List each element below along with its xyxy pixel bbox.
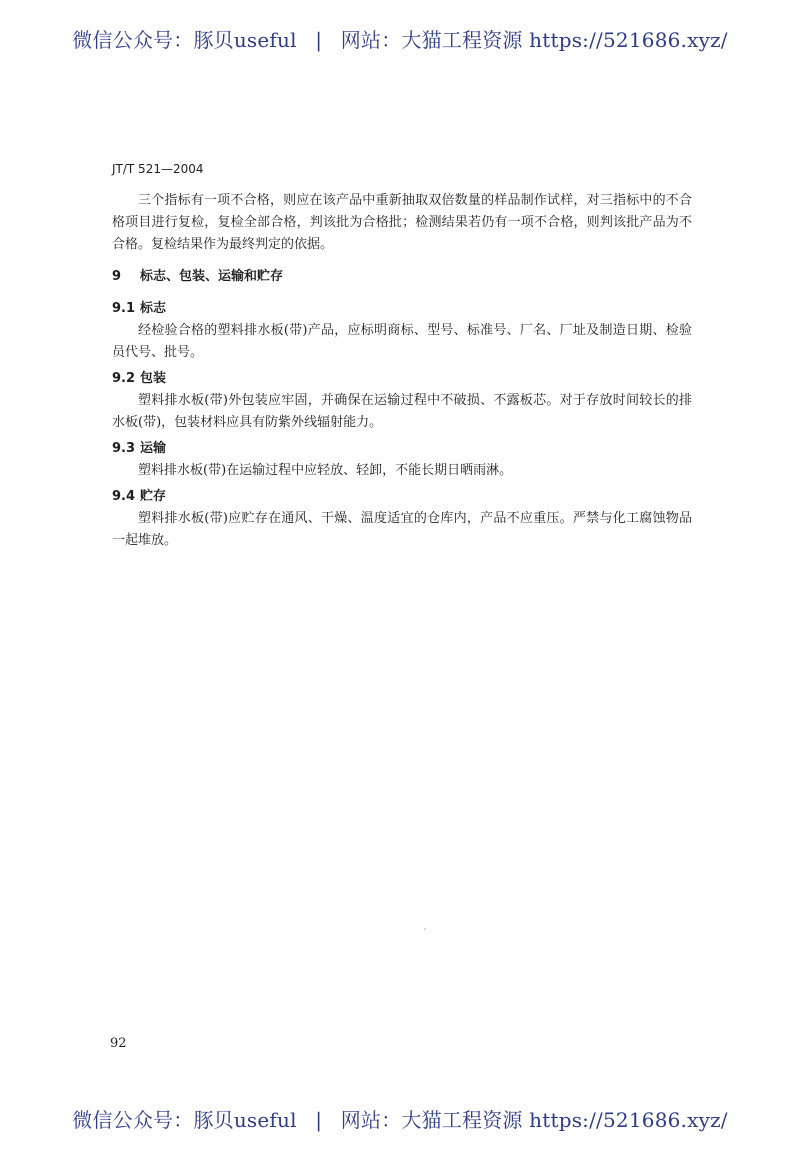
- subsection-number: 9.4: [112, 489, 136, 504]
- subsection-heading: [112, 298, 692, 320]
- document-body: [112, 190, 692, 552]
- watermark-footer: [0, 1104, 800, 1133]
- subsection-text: 塑料排水板(带)应贮存在通风、干燥、温度适宜的仓库内，产品不应重压。严禁与化工腐蚀物品一起堆放。: [112, 511, 692, 548]
- subsection-title: 贮存: [140, 489, 167, 504]
- section-heading: [112, 266, 692, 288]
- watermark-separator: |: [315, 28, 323, 52]
- subsection-heading: [112, 486, 692, 508]
- subsection-9-1: [112, 298, 692, 364]
- subsection-text: 塑料排水板(带)外包装应牢固，并确保在运输过程中不破损、不露板芯。对于存放时间较长的排水板(带)，包装材料应具有防紫外线辐射能力。: [112, 393, 692, 430]
- scan-speck: [424, 928, 426, 930]
- section-title: 标志、包装、运输和贮存: [140, 269, 284, 284]
- watermark-wechat-text: 微信公众号：豚贝useful: [72, 1108, 297, 1132]
- section-number: 9: [112, 269, 122, 284]
- subsection-heading: [112, 368, 692, 390]
- watermark-wechat-text: 微信公众号：豚贝useful: [72, 28, 297, 52]
- subsection-9-4: [112, 486, 692, 552]
- subsection-text: 塑料排水板(带)在运输过程中应轻放、轻卸，不能长期日晒雨淋。: [138, 463, 513, 478]
- standard-code: JT/T 521—2004: [112, 162, 204, 176]
- watermark-header: [0, 24, 800, 53]
- subsection-number: 9.1: [112, 301, 136, 316]
- subsection-title: 包装: [140, 371, 167, 386]
- watermark-site-text: 网站：大猫工程资源 https://521686.xyz/: [340, 28, 728, 52]
- subsection-text: 经检验合格的塑料排水板(带)产品，应标明商标、型号、标准号、厂名、厂址及制造日期、检验员代号、批号。: [112, 323, 692, 360]
- watermark-site-text: 网站：大猫工程资源 https://521686.xyz/: [340, 1108, 728, 1132]
- subsection-9-2: [112, 368, 692, 434]
- subsection-title: 标志: [140, 301, 167, 316]
- subsection-number: 9.3: [112, 441, 136, 456]
- page-number: 92: [110, 1036, 127, 1051]
- subsection-heading: [112, 438, 692, 460]
- subsection-number: 9.2: [112, 371, 136, 386]
- intro-paragraph: 三个指标有一项不合格，则应在该产品中重新抽取双倍数量的样品制作试样，对三指标中的不合格项目进行复检，复检全部合格，判该批为合格批；检测结果若仍有一项不合格，则判该批产品为不合格。复检结果作为最终判定的依据。: [112, 193, 692, 252]
- subsection-title: 运输: [140, 441, 167, 456]
- watermark-separator: |: [315, 1108, 323, 1132]
- subsection-9-3: [112, 438, 692, 482]
